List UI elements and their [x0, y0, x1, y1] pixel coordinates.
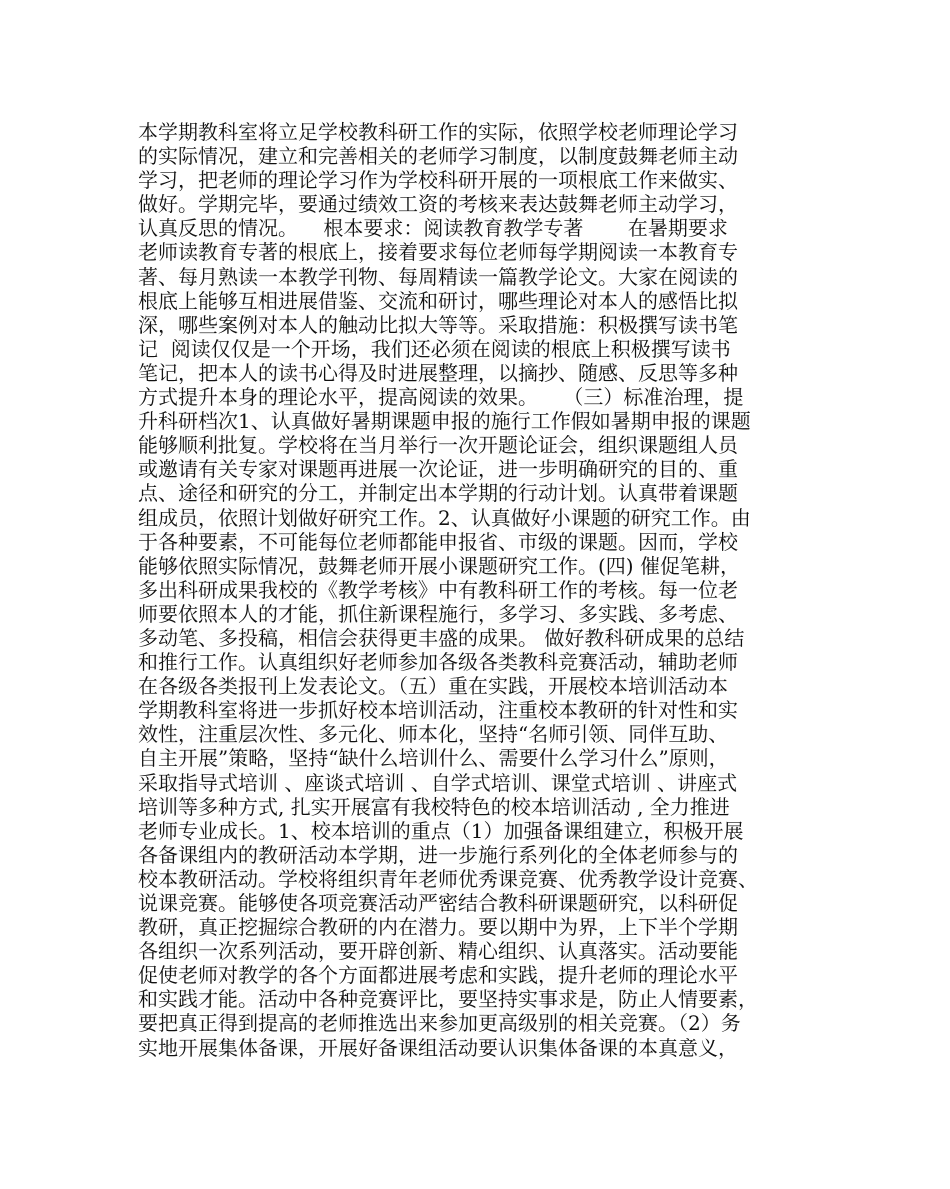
text-line: 和推行工作。认真组织好老师参加各级各类教科竞赛活动，辅助老师 — [138, 650, 738, 675]
text-line: 能够顺利批复。学校将在当月举行一次开题论证会，组织课题组人员 — [138, 433, 738, 458]
text-line: 著、每月熟读一本教学刊物、每周精读一篇教学论文。大家在阅读的 — [138, 264, 738, 289]
text-line: 组成员，依照计划做好研究工作。2、认真做好小课题的研究工作。由 — [138, 505, 751, 530]
text-line: 培训等多种方式, 扎实开展富有我校特色的校本培训活动 , 全力推进 — [138, 794, 730, 819]
text-line: 做好。学期完毕，要通过绩效工资的考核来表达鼓舞老师主动学习， — [138, 192, 738, 217]
text-line: 于各种要素，不可能每位老师都能申报省、市级的课题。因而，学校 — [138, 529, 738, 554]
text-line: 笔记，把本人的读书心得及时进展整理，以摘抄、随感、反思等多种 — [138, 360, 738, 385]
text-line: 和实践才能。活动中各种竞赛评比，要坚持实事求是，防止人情要素， — [138, 987, 758, 1012]
text-line: 学习，把老师的理论学习作为学校科研开展的一项根底工作来做实、 — [138, 168, 738, 193]
text-line: 要把真正得到提高的老师推选出来参加更高级别的相关竞赛。（2）务 — [138, 1011, 741, 1036]
text-line: 效性，注重层次性、多元化、师本化，坚持“名师引领、同伴互助、 — [138, 722, 729, 747]
text-line: 本学期教科室将立足学校教科研工作的实际，依照学校老师理论学习 — [138, 120, 738, 144]
body-text — [138, 120, 818, 1060]
text-line: 的实际情况，建立和完善相关的老师学习制度，以制度鼓舞老师主动 — [138, 144, 738, 169]
text-line: 老师读教育专著的根底上，接着要求每位老师每学期阅读一本教育专 — [138, 240, 738, 265]
text-line: 教研，真正挖掘综合教研的内在潜力。要以期中为界，上下半个学期 — [138, 915, 738, 940]
text-line: 根底上能够互相进展借鉴、交流和研讨，哪些理论对本人的感悟比拟 — [138, 288, 738, 313]
text-line: 促使老师对教学的各个方面都进展考虑和实践，提升老师的理论水平 — [138, 963, 738, 988]
text-line: 深，哪些案例对本人的触动比拟大等等。采取措施：积极撰写读书笔 — [138, 312, 738, 337]
text-line: 学期教科室将进一步抓好校本培训活动，注重校本教研的针对性和实 — [138, 698, 738, 723]
text-line: 或邀请有关专家对课题再进展一次论证，进一步明确研究的目的、重 — [138, 457, 738, 482]
text-line: 自主开展”策略，坚持“缺什么培训什么、需要什么学习什么”原则， — [138, 746, 729, 771]
text-line: 师要依照本人的才能，抓住新课程施行，多学习、多实践、多考虑、 — [138, 601, 738, 626]
text-line: 点、途径和研究的分工，并制定出本学期的行动计划。认真带着课题 — [138, 481, 738, 506]
text-line: 升科研档次1、认真做好暑期课题申报的施行工作假如暑期申报的课题 — [138, 409, 751, 434]
text-line: 记 阅读仅仅是一个开场，我们还必须在阅读的根底上积极撰写读书 — [138, 336, 731, 361]
text-line: 认真反思的情况。 根本要求：阅读教育教学专著 在暑期要求 — [138, 216, 728, 241]
text-line: 方式提升本身的理论水平，提高阅读的效果。 （三）标准治理，提 — [138, 385, 744, 410]
text-line: 采取指导式培训 、座谈式培训 、自学式培训、课堂式培训 、讲座式 — [138, 770, 738, 795]
text-line: 能够依照实际情况，鼓舞老师开展小课题研究工作。(四) 催促笔耕， — [138, 553, 740, 578]
text-line: 说课竞赛。能够使各项竞赛活动严密结合教科研课题研究，以科研促 — [138, 891, 738, 915]
text-line: 各备课组内的教研活动本学期，进一步施行系列化的全体老师参与的 — [138, 842, 738, 867]
text-line: 各组织一次系列活动，要开辟创新、精心组织、认真落实。活动要能 — [138, 939, 738, 964]
text-line: 多出科研成果我校的《教学考核》中有教科研工作的考核。每一位老 — [138, 577, 738, 602]
text-line: 校本教研活动。学校将组织青年老师优秀课竞赛、优秀教学设计竞赛、 — [138, 866, 758, 891]
text-line: 老师专业成长。1、校本培训的重点（1）加强备课组建立，积极开展 — [138, 818, 744, 843]
text-line: 多动笔、多投稿，相信会获得更丰盛的成果。 做好教科研成果的总结 — [138, 625, 745, 650]
text-line: 实地开展集体备课，开展好备课组活动要认识集体备课的本真意义， — [138, 1035, 738, 1060]
text-line: 在各级各类报刊上发表论文。（五）重在实践，开展校本培训活动本 — [138, 674, 728, 699]
